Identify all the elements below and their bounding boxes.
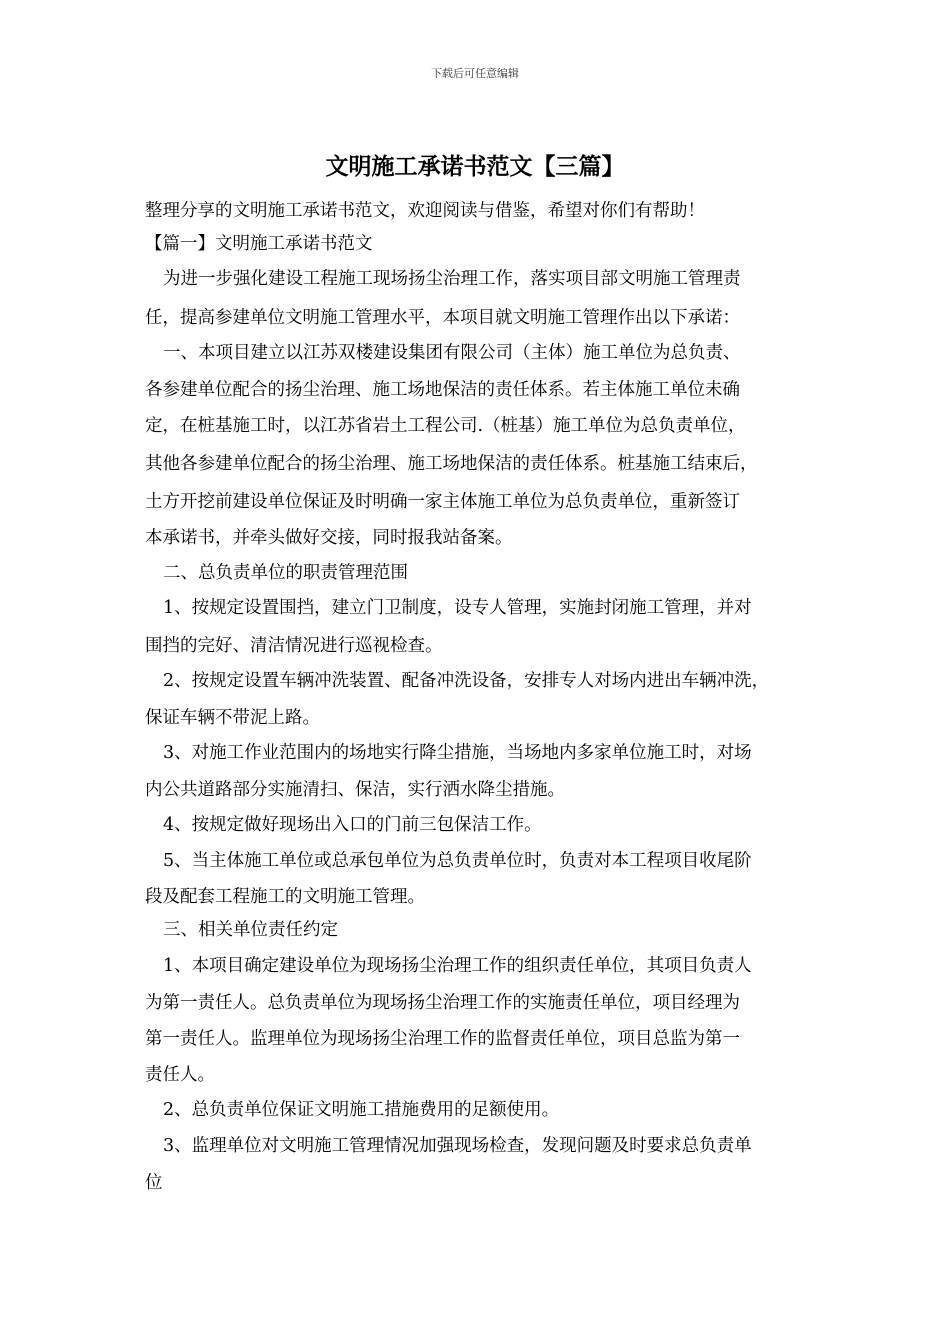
text-line: 2、总负责单位保证文明施工措施费用的足额使用。 (163, 1100, 560, 1120)
text-line: 围挡的完好、清洁情况进行巡视检查。 (145, 636, 443, 656)
text-line: 1、本项目确定建设单位为现场扬尘治理工作的组织责任单位，其项目负责人 (163, 956, 752, 976)
text-line: 整理分享的文明施工承诺书范文，欢迎阅读与借鉴，希望对你们有帮助！ (145, 201, 705, 221)
text-line: 第一责任人。监理单位为现场扬尘治理工作的监督责任单位，项目总监为第一 (145, 1029, 740, 1049)
text-line: 任，提高参建单位文明施工管理水平，本项目就文明施工管理作出以下承诺： (145, 308, 740, 328)
text-line: 段及配套工程施工的文明施工管理。 (145, 887, 425, 907)
document-title: 文明施工承诺书范文【三篇】 (325, 153, 625, 180)
text-line: 定，在桩基施工时，以江苏省岩土工程公司.（桩基）施工单位为总负责单位， (145, 416, 746, 436)
text-line: 责任人。 (145, 1065, 215, 1085)
text-line: 保证车辆不带泥上路。 (145, 708, 320, 728)
section-heading: 【篇一】文明施工承诺书范文 (145, 234, 373, 254)
text-line: 5、当主体施工单位或总承包单位为总负责单位时，负责对本工程项目收尾阶 (163, 851, 752, 871)
section-heading: 二、总负责单位的职责管理范围 (163, 563, 408, 583)
text-line: 4、按规定做好现场出入口的门前三包保洁工作。 (163, 815, 542, 835)
text-line: 1、按规定设置围挡，建立门卫制度，设专人管理，实施封闭施工管理，并对 (163, 598, 752, 618)
text-line: 内公共道路部分实施清扫、保洁，实行洒水降尘措施。 (145, 780, 565, 800)
page-header-note: 下载后可任意编辑 (431, 67, 519, 80)
text-line: 为第一责任人。总负责单位为现场扬尘治理工作的实施责任单位，项目经理为 (145, 993, 740, 1013)
text-line: 为进一步强化建设工程施工现场扬尘治理工作，落实项目部文明施工管理责 (163, 269, 741, 289)
text-line: 本承诺书，并牵头做好交接，同时报我站备案。 (145, 528, 513, 548)
text-line: 其他各参建单位配合的扬尘治理、施工场地保洁的责任体系。桩基施工结束后， (145, 454, 758, 474)
text-line: 3、对施工作业范围内的场地实行降尘措施，当场地内多家单位施工时，对场 (163, 743, 752, 763)
text-line: 一、本项目建立以江苏双楼建设集团有限公司（主体）施工单位为总负责、 (163, 343, 741, 363)
text-line: 3、监理单位对文明施工管理情况加强现场检查，发现问题及时要求总负责单 (163, 1136, 752, 1156)
text-line: 2、按规定设置车辆冲洗装置、配备冲洗设备，安排专人对场内进出车辆冲洗， (163, 671, 770, 691)
section-heading: 三、相关单位责任约定 (163, 920, 338, 940)
text-line: 土方开挖前建设单位保证及时明确一家主体施工单位为总负责单位，重新签订 (145, 492, 740, 512)
text-line: 位 (145, 1173, 163, 1193)
text-line: 各参建单位配合的扬尘治理、施工场地保洁的责任体系。若主体施工单位未确 (145, 380, 740, 400)
